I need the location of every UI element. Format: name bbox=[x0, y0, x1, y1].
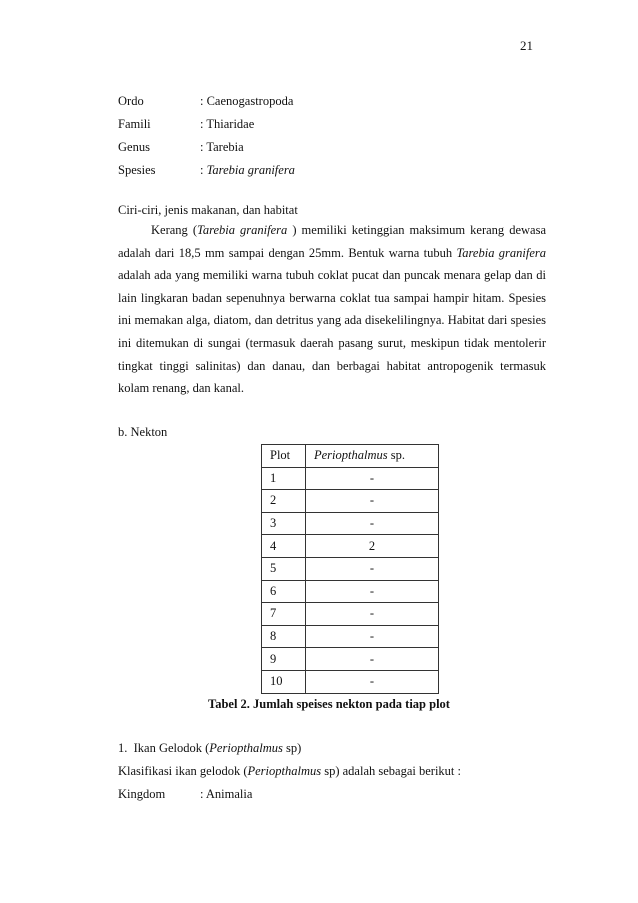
table-row bbox=[262, 467, 439, 490]
section-heading: Ciri-ciri, jenis makanan, dan habitat bbox=[118, 203, 298, 217]
cell-value: - bbox=[306, 670, 439, 693]
page-number: 21 bbox=[520, 38, 533, 53]
taxonomy-ordo bbox=[118, 94, 293, 109]
taxonomy-value: : Thiaridae bbox=[200, 117, 255, 131]
taxonomy-genus bbox=[118, 140, 244, 155]
nekton-heading: b. Nekton bbox=[118, 425, 168, 439]
header-species bbox=[306, 445, 439, 468]
taxonomy-label: Genus bbox=[118, 140, 150, 154]
taxonomy-value: : Tarebia bbox=[200, 140, 244, 154]
taxonomy-spesies bbox=[118, 163, 295, 178]
table-row bbox=[262, 512, 439, 535]
para-italic-1: Tarebia granifera bbox=[197, 223, 288, 237]
table-caption: Tabel 2. Jumlah speises nekton pada tiap plot bbox=[208, 697, 450, 711]
fish-intro-italic: Periopthalmus bbox=[247, 764, 322, 778]
taxonomy-label: Famili bbox=[118, 117, 151, 131]
fish-intro-suffix: sp) adalah sebagai berikut : bbox=[321, 764, 461, 778]
description-paragraph bbox=[118, 219, 546, 400]
cell-plot: 1 bbox=[262, 467, 306, 490]
table-header-row bbox=[262, 445, 439, 468]
cell-value: - bbox=[306, 603, 439, 626]
nekton-table bbox=[261, 444, 439, 694]
table-row bbox=[262, 625, 439, 648]
taxonomy-kingdom bbox=[118, 787, 252, 802]
fish-heading-italic: Periopthalmus bbox=[209, 741, 283, 755]
cell-plot: 3 bbox=[262, 512, 306, 535]
cell-value: - bbox=[306, 490, 439, 513]
cell-value: - bbox=[306, 557, 439, 580]
table-row bbox=[262, 557, 439, 580]
taxonomy-value-italic: Tarebia granifera bbox=[206, 163, 295, 177]
cell-value: - bbox=[306, 467, 439, 490]
table-row bbox=[262, 535, 439, 558]
taxonomy-label: Spesies bbox=[118, 163, 156, 177]
cell-plot: 9 bbox=[262, 648, 306, 671]
cell-value: - bbox=[306, 512, 439, 535]
fish-intro-prefix: Klasifikasi ikan gelodok ( bbox=[118, 764, 248, 778]
cell-value: 2 bbox=[306, 535, 439, 558]
fish-heading bbox=[118, 741, 301, 756]
header-plot: Plot bbox=[262, 445, 306, 468]
cell-plot: 8 bbox=[262, 625, 306, 648]
para-text-3: adalah ada yang memiliki warna tubuh coklat pucat dan puncak menara gelap dan di lain lingkaran badan sepenuhnya berwarna coklat tua sampai hampir hitam. Spesies ini memakan alga, diatom, dan detritus yang ada disekelilingnya. Habitat dari spesies ini ditemukan di sungai (termasuk daerah pasang surut, meskipun tidak mentolerir tingkat tinggi salinitas) dan danau, dan berbagai habitat antropogenik termasuk kolam renang, dan kanal. bbox=[118, 268, 546, 396]
cell-plot: 6 bbox=[262, 580, 306, 603]
taxonomy-label: Ordo bbox=[118, 94, 144, 108]
fish-heading-suffix: sp) bbox=[282, 741, 302, 755]
table-row bbox=[262, 648, 439, 671]
fish-heading-prefix: 1. Ikan Gelodok ( bbox=[118, 741, 210, 755]
cell-plot: 5 bbox=[262, 557, 306, 580]
cell-plot: 2 bbox=[262, 490, 306, 513]
taxonomy-value-prefix: : bbox=[200, 163, 207, 177]
header-species-suffix: sp. bbox=[387, 448, 405, 463]
table-row bbox=[262, 603, 439, 626]
cell-plot: 4 bbox=[262, 535, 306, 558]
para-text-1: Kerang ( bbox=[151, 223, 198, 237]
taxonomy-value: : Caenogastropoda bbox=[200, 94, 294, 108]
para-text-2: ) memiliki ketinggian maksimum kerang dewasa adalah dari 18,5 mm sampai dengan 25mm. Bentuk warna tubuh bbox=[118, 223, 547, 260]
cell-value: - bbox=[306, 648, 439, 671]
cell-value: - bbox=[306, 580, 439, 603]
cell-plot: 7 bbox=[262, 603, 306, 626]
cell-plot: 10 bbox=[262, 670, 306, 693]
table-row bbox=[262, 490, 439, 513]
table-row bbox=[262, 580, 439, 603]
header-species-italic: Periopthalmus bbox=[314, 448, 388, 463]
taxonomy-famili bbox=[118, 117, 254, 132]
taxonomy-label: Kingdom bbox=[118, 787, 166, 801]
para-italic-2: Tarebia granifera bbox=[456, 245, 547, 260]
table-row bbox=[262, 670, 439, 693]
cell-value: - bbox=[306, 625, 439, 648]
taxonomy-value: : Animalia bbox=[200, 787, 253, 801]
fish-intro bbox=[118, 764, 461, 779]
